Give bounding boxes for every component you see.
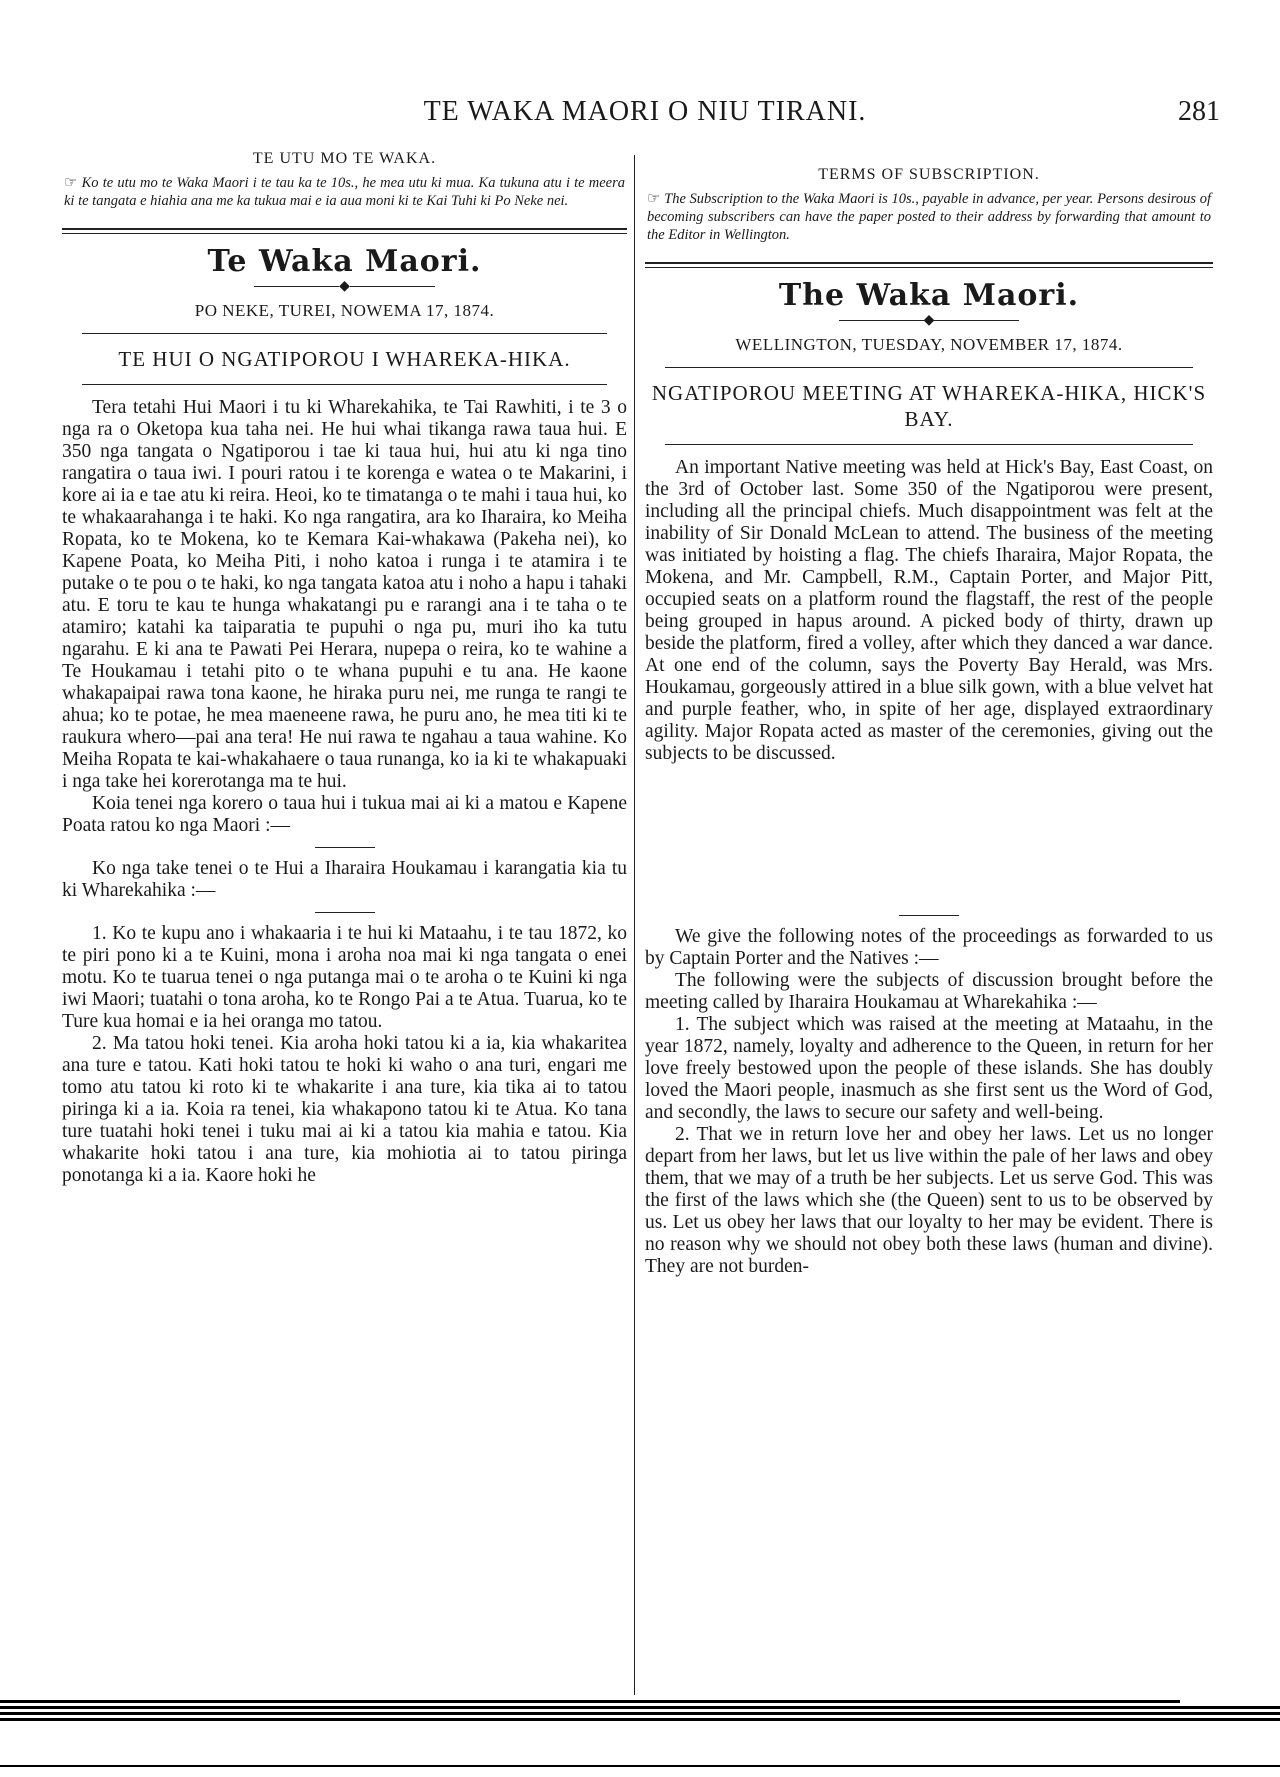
- paragraph: Ko nga take tenei o te Hui a Iharaira Houkamau i karangatia kia tu ki Wharekahika :—: [62, 858, 627, 901]
- headline-english: NGATIPOROU MEETING AT WHAREKA-HIKA, HICK'S BAY.: [651, 381, 1207, 431]
- paragraph: Koia tenei nga korero o taua hui i tukua mai ai ki a matou e Kapene Poata ratou ko nga Maori :—: [62, 793, 627, 836]
- left-column: [62, 150, 627, 1187]
- paragraph: 1. Ko te kupu ano i whakaaria i te hui ki Mataahu, i te tau 1872, ko te piri pono ki a te Kuini, mona i aroha noa mai ki nga tangata o enei motu. Ko te tuarua tenei o nga putanga mai o te aroha o te Kuini ki nga iwi Maori; tuatahi o tona aroha, ko te Rongo Pai a te Atua. Tuarua, ko te Ture kua homai e ia hei oranga mo tatou.: [62, 923, 627, 1032]
- column-divider: [634, 155, 635, 1695]
- rule: [665, 444, 1193, 445]
- running-title: TE WAKA MAORI O NIU TIRANI.: [423, 96, 867, 127]
- terms-title-english: TERMS OF SUBSCRIPTION.: [818, 166, 1040, 183]
- scan-bottom-line: [0, 1765, 1280, 1767]
- masthead-maori: Te Waka Maori.: [207, 244, 482, 279]
- separator: [315, 847, 375, 848]
- paragraph: 2. Ma tatou hoki tenei. Kia aroha hoki tatou ki a ia, kia whakaritea ana ture e tatou. Kati hoki tatou te hoki ki waho o ana turi, engari me tomo atu tatou ki roto ki te whakarite i ana ture, kia tika ai to tatou piringa ki a ia. Koia ra tenei, kia whakapono tatou ki te Atua. Ko tana ture tuatahi hoki tenei i tuku mai ai ki a tatou kia mahia e tatou. Kia whakarite hoki tatou i ana ture, kia mohiotia ai to tatou piringa ponotanga ki a ia. Kaore hoki he: [62, 1033, 627, 1186]
- right-column: [645, 150, 1213, 1278]
- paragraph: Tera tetahi Hui Maori i tu ki Wharekahika, te Tai Rawhiti, i te 3 o nga ra o Oketopa kua taha nei. He hui whai tikanga rawa taua hui. E 350 nga tangata o Ngatiporou i tae ki taua hui, hui atu ki nga tino rangatira o taua iwi. I pouri ratou i te korenga e watea o te Makarini, i kore ai ia e tae atu ki reira. Heoi, ko te timatanga o te mahi i taua hui, ko te whakaarahanga i te haki. Ko nga rangatira, ara ko Iharaira, ko Meiha Ropata, ko te Mokena, ko te Kemara Kai-whakawa (Pakeha nei), ko Kapene Poata, ko Meiha Piti, i noho katoa i runga i te atamira i te putake o te pou o te haki, ko nga tangata katoa atu i noho a hapu i tahaki atu. E toru te kau te hunga whakatangi pu e rarangi ana i te taha o te atamiro; katahi ka taiparatia te pupuhi o nga pu, muri iho ka tutu ngarahu. E ki ana te Pawati Pei Herara, nupepa o reira, ko te wahine a Te Houkamau i tetahi pito o te whana pupuhi e tu ana. He kaone whakapaipai rawa tona kaone, he hiraka puru nei, me runga te rangi te ahua; ko te potae, he mea maeneene rawa, he puru ano, he mea titi ki te raukura whero—pai ana tera! He nui rawa te ngahau a taua wahine. Ko Meiha Ropata te kai-whakahaere o taua runanga, ko ia ki te whakapuaki i nga take hei korerotanga ma te hui.: [62, 397, 627, 792]
- masthead-english: The Waka Maori.: [778, 278, 1080, 313]
- terms-title-maori: TE UTU MO TE WAKA.: [252, 150, 437, 167]
- rule: [82, 333, 607, 334]
- rule: [82, 384, 607, 385]
- double-rule: [645, 262, 1213, 268]
- dateline-maori: PO NEKE, TUREI, NOWEMA 17, 1874.: [194, 301, 495, 320]
- terms-body-english: The Subscription to the Waka Maori is 10s., payable in advance, per year. Persons desirous of becoming subscribers can have the paper posted to their address by forwarding that amount to the Editor in Wellington.: [647, 191, 1212, 243]
- paragraph: We give the following notes of the proceedings as forwarded to us by Captain Porter and the Natives :—: [645, 926, 1213, 969]
- pointing-hand-icon: ☞: [64, 175, 78, 191]
- terms-body-maori: Ko te utu mo te Waka Maori i te tau ka te 10s., he mea utu ki mua. Ka tukuna atu i te meera ki te tangata e hiahia ana me ka tukua mai e ia aua moni ki te Kai Tuhi ki Po Neke nei.: [64, 175, 625, 209]
- rule: [665, 367, 1193, 368]
- article-body-english: [645, 457, 1213, 1278]
- running-head: [60, 96, 1230, 136]
- pointing-hand-icon: ☞: [647, 191, 661, 207]
- double-rule: [62, 228, 627, 234]
- page-number: 281: [1178, 96, 1220, 127]
- separator: [899, 915, 959, 916]
- headline-maori: TE HUI O NGATIPOROU I WHAREKA-HIKA.: [118, 347, 571, 371]
- ornament-rule: ◆: [645, 313, 1213, 329]
- ornament-rule: ◆: [62, 279, 627, 295]
- paragraph: An important Native meeting was held at Hick's Bay, East Coast, on the 3rd of October last. Some 350 of the Ngatiporou were present, including all the principal chiefs. Much disappointment was felt at the inability of Sir Donald McLean to attend. The business of the meeting was initiated by hoisting a flag. The chiefs Iharaira, Major Ropata, the Mokena, and Mr. Campbell, R.M., Captain Porter, and Major Pitt, occupied seats on a platform round the flagstaff, the rest of the people being grouped in hapus around. A picked body of thirty, drawn up beside the platform, fired a volley, after which they danced a war dance. At one end of the column, says the Poverty Bay Herald, was Mrs. Houkamau, gorgeously attired in a blue silk gown, with a blue velvet hat and purple feather, who, in spite of her age, displayed extraordinary agility. Major Ropata acted as master of the ceremonies, giving out the subjects to be discussed.: [645, 457, 1213, 764]
- terms-text-english: [647, 190, 1211, 244]
- paragraph: 2. That we in return love her and obey her laws. Let us no longer depart from her laws, but let us live within the pale of her laws and obey them, that we may of a truth be her subjects. Let us serve God. This was the first of the laws which she (the Queen) sent to us to be observed by us. Let us obey her laws that our loyalty to her may be evident. There is no reason why we should not obey both these laws (human and divine). They are not burden-: [645, 1124, 1213, 1277]
- paragraph: The following were the subjects of discussion brought before the meeting called by Iharaira Houkamau at Wharekahika :—: [645, 970, 1213, 1013]
- terms-text-maori: [64, 174, 625, 210]
- scan-edge-band: [0, 1700, 1280, 1724]
- paragraph: 1. The subject which was raised at the meeting at Mataahu, in the year 1872, namely, loyalty and adherence to the Queen, in return for her love freely bestowed upon the people of these islands. She has doubly loved the Maori people, inasmuch as she first sent us the Word of God, and secondly, the laws to secure our safety and well-being.: [645, 1014, 1213, 1123]
- article-body-maori: [62, 397, 627, 1187]
- separator: [315, 912, 375, 913]
- dateline-english: WELLINGTON, TUESDAY, NOVEMBER 17, 1874.: [735, 335, 1123, 354]
